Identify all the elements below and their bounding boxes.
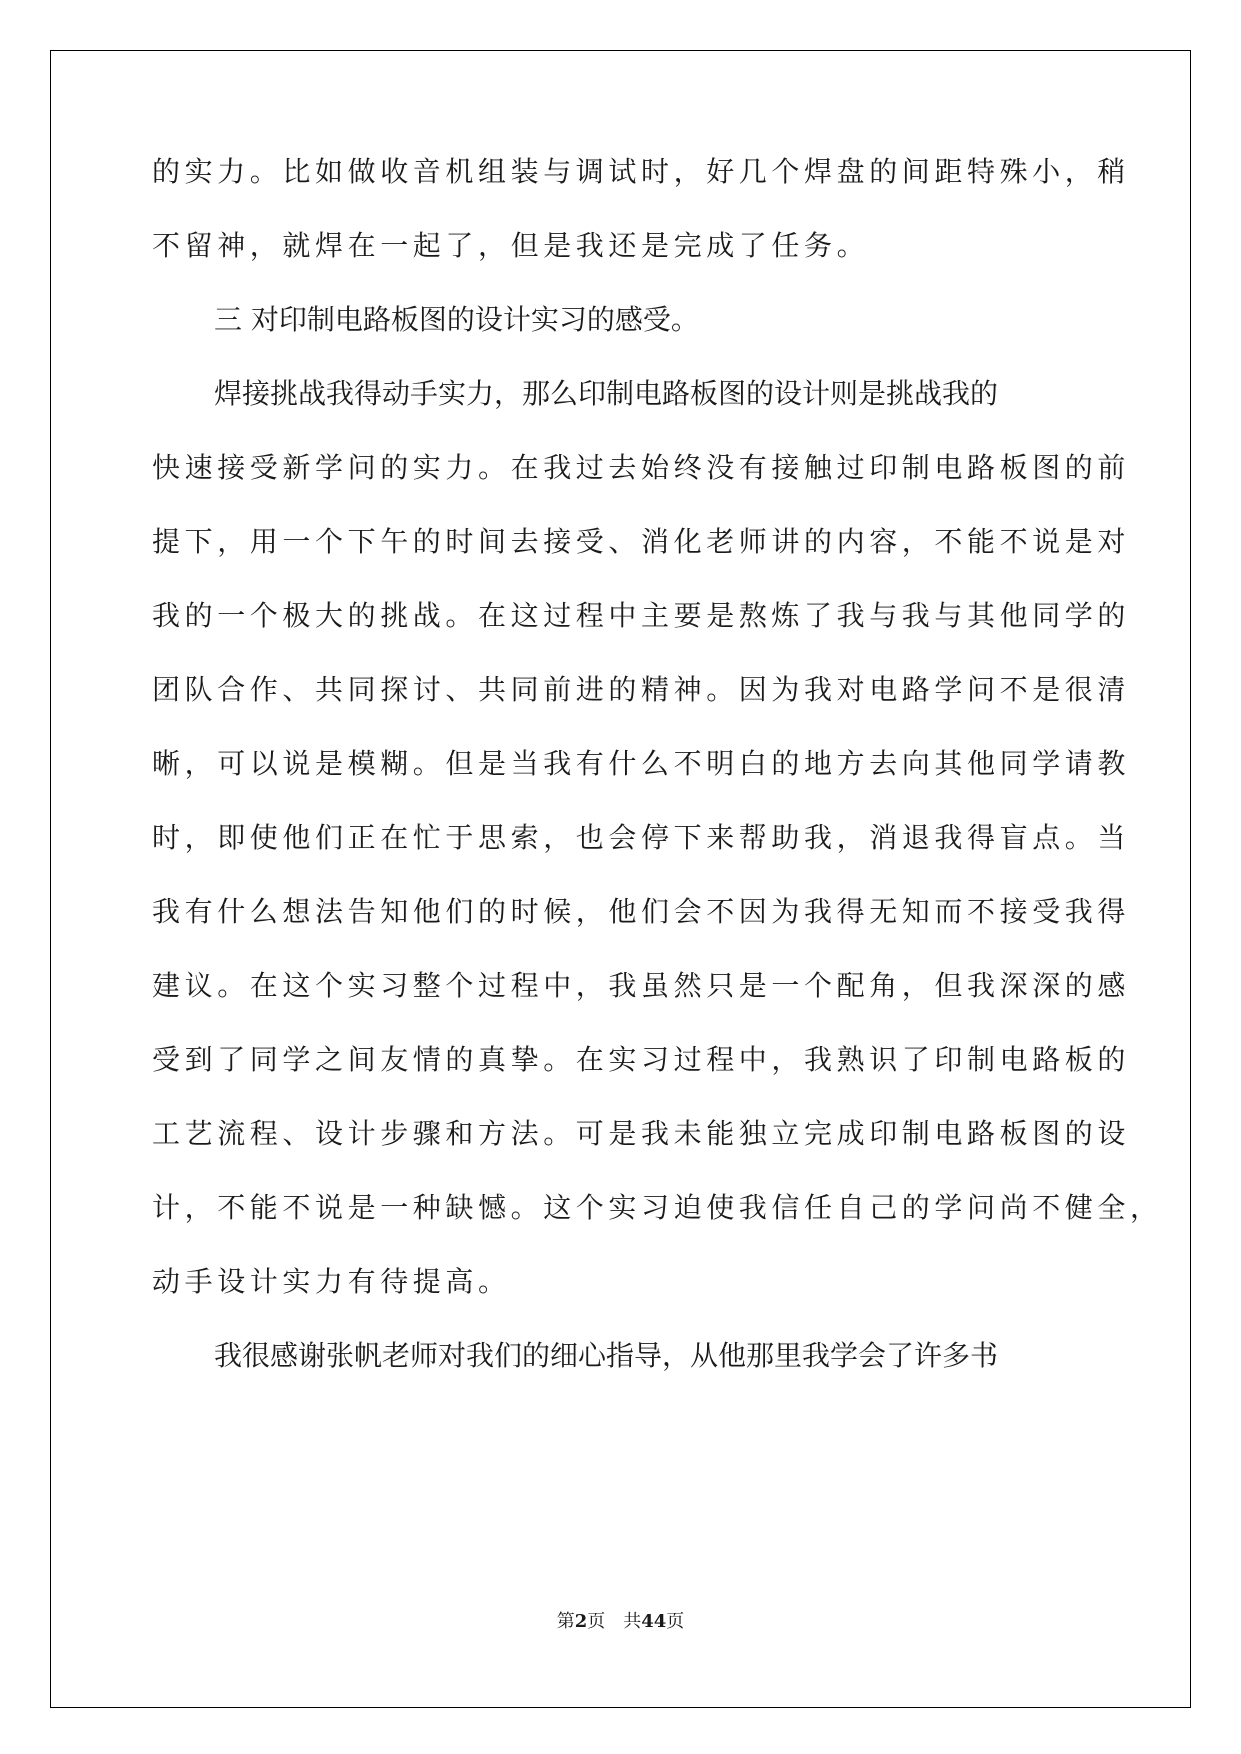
text-line: 建议。在这个实习整个过程中，我虽然只是一个配角，但我深深的感 (152, 969, 1131, 1002)
text-line: 计，不能不说是一种缺憾。这个实习迫使我信任自己的学问尚不健全， (152, 1191, 1163, 1224)
page-frame (50, 50, 1191, 1708)
text-line: 焊接挑战我得动手实力，那么印制电路板图的设计则是挑战我的 (214, 377, 999, 410)
text-line: 快速接受新学问的实力。在我过去始终没有接触过印制电路板图的前 (152, 451, 1131, 484)
total-suffix: 页 (666, 1611, 685, 1632)
page-footer (0, 1610, 1241, 1634)
text-line: 团队合作、共同探讨、共同前进的精神。因为我对电路学问不是很清 (152, 673, 1131, 706)
text-line: 我有什么想法告知他们的时候，他们会不因为我得无知而不接受我得 (152, 895, 1131, 928)
page-suffix: 页 (587, 1611, 606, 1632)
text-line: 工艺流程、设计步骤和方法。可是我未能独立完成印制电路板图的设 (152, 1117, 1131, 1150)
section-heading: 三 对印制电路板图的设计实习的感受。 (214, 303, 699, 336)
text-line: 晰，可以说是模糊。但是当我有什么不明白的地方去向其他同学请教 (152, 747, 1131, 780)
text-line: 受到了同学之间友情的真挚。在实习过程中，我熟识了印制电路板的 (152, 1043, 1131, 1076)
text-line: 提下，用一个下午的时间去接受、消化老师讲的内容，不能不说是对 (152, 525, 1131, 558)
text-line: 我的一个极大的挑战。在这过程中主要是熬炼了我与我与其他同学的 (152, 599, 1131, 632)
text-line: 的实力。比如做收音机组装与调试时，好几个焊盘的间距特殊小，稍 (152, 155, 1131, 188)
total-prefix: 共 (623, 1611, 642, 1632)
page-prefix: 第 (556, 1611, 575, 1632)
text-line: 动手设计实力有待提高。 (152, 1265, 511, 1298)
page-number: 2 (574, 1611, 588, 1632)
text-line: 时，即使他们正在忙于思索，也会停下来帮助我，消退我得盲点。当 (152, 821, 1131, 854)
total-pages: 44 (641, 1611, 667, 1632)
text-line: 我很感谢张帆老师对我们的细心指导，从他那里我学会了许多书 (214, 1339, 999, 1372)
text-line: 不留神，就焊在一起了，但是我还是完成了任务。 (152, 229, 870, 262)
